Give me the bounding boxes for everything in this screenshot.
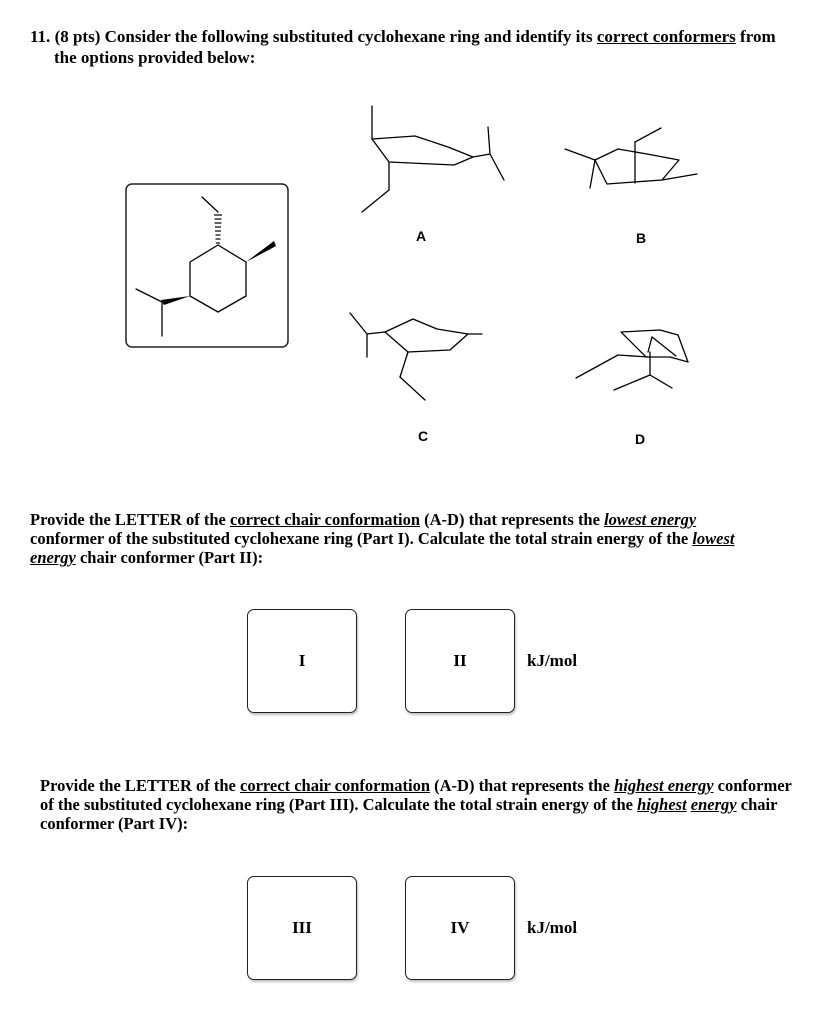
- answer-box-part-1[interactable]: [247, 609, 357, 713]
- unit-label-part-4: kJ/mol: [527, 918, 578, 937]
- reference-structure-box: [126, 184, 288, 347]
- answer-box-part-3[interactable]: [247, 876, 357, 980]
- answer-box-label: II: [453, 651, 467, 670]
- option-label-c: C: [418, 428, 429, 444]
- question-number: 11.: [30, 27, 51, 46]
- answer-box-label: IV: [450, 918, 470, 937]
- option-label-d: D: [635, 431, 646, 447]
- question-points: (8 pts): [54, 27, 101, 46]
- answer-box-label: I: [298, 651, 306, 670]
- unit-label-part-2: kJ/mol: [527, 651, 578, 670]
- chair-option-b: [565, 128, 697, 188]
- answer-box-part-4[interactable]: [405, 876, 515, 980]
- question-line2: the options provided below:: [54, 48, 256, 67]
- chair-option-d: [576, 330, 688, 390]
- answer-box-part-2[interactable]: [405, 609, 515, 713]
- question-underlined: correct conformers: [596, 27, 736, 46]
- instructions-part-3-4: Provide the LETTER of the correct chair conformation (A-D) that represents the highest energy conformer of the substituted cyclohexane ring (Part III). Calculate the total strain energy of the highest energy chair conformer (Part IV):: [40, 776, 792, 833]
- chair-option-c: [350, 313, 482, 400]
- answer-box-label: III: [292, 918, 312, 937]
- instructions-part-1-2: Provide the LETTER of the correct chair conformation (A-D) that represents the lowest energy conformer of the substituted cyclohexane ring (Part I). Calculate the total strain energy of the lowest energy chair conformer (Part II):: [30, 510, 735, 567]
- chair-option-a: [362, 106, 504, 212]
- option-label-a: A: [416, 228, 427, 244]
- option-label-b: B: [636, 230, 647, 246]
- question-text: Consider the following substituted cyclohexane ring and identify its: [104, 27, 593, 46]
- question-text-end: from: [740, 27, 776, 46]
